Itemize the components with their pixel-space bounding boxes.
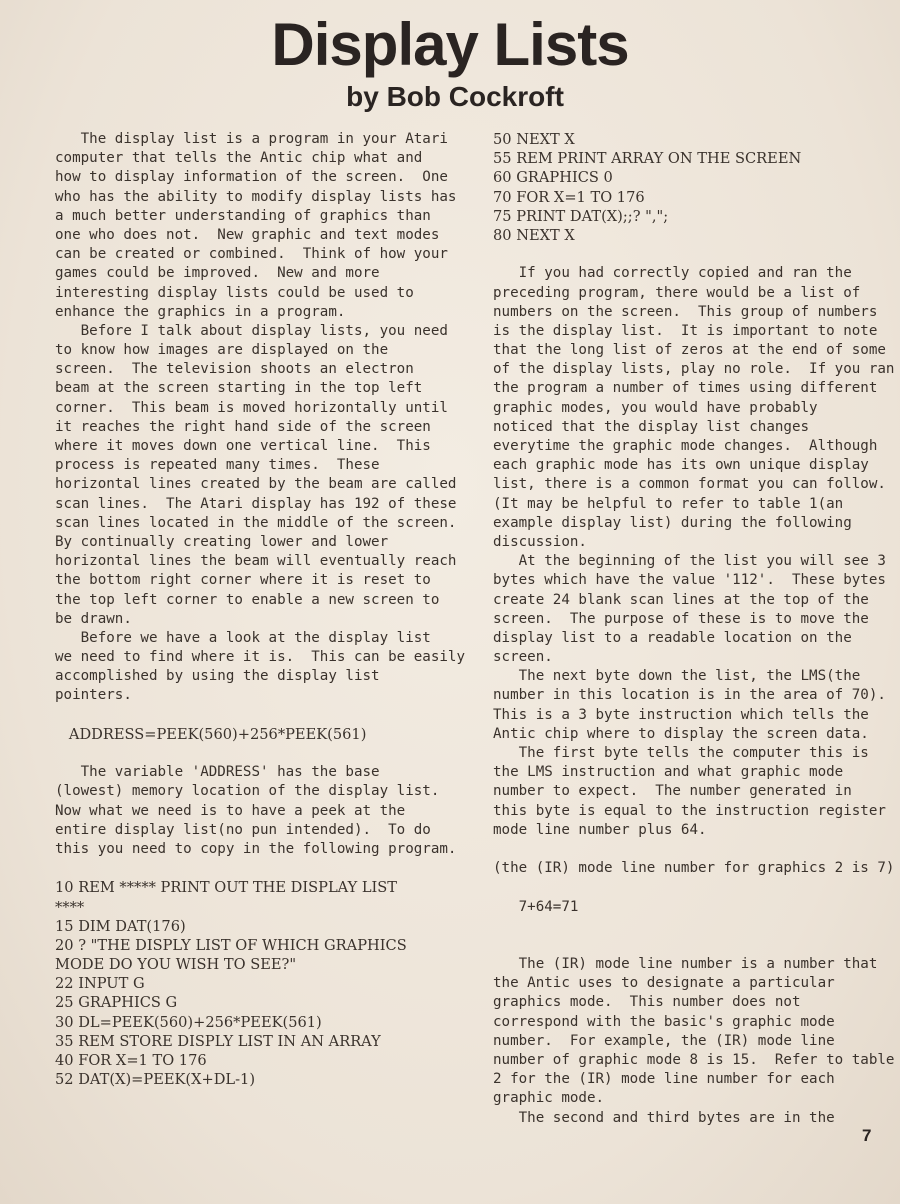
code-line: 75 PRINT DAT(X);;? ","; [493, 207, 669, 225]
text-line: beam at the screen starting in the top left [55, 380, 423, 397]
code-line: 52 DAT(X)=PEEK(X+DL-1) [55, 1071, 256, 1089]
text-line: the Antic uses to designate a particular [493, 975, 835, 992]
code-line: 20 ? "THE DISPLY LIST OF WHICH GRAPHICS [55, 936, 407, 954]
text-line: screen. The television shoots an electron [55, 361, 414, 378]
right-column [493, 130, 895, 1128]
text-line: graphic modes, you would have probably [493, 399, 818, 416]
text-line: corner. This beam is moved horizontally until [55, 399, 448, 416]
text-line: The variable 'ADDRESS' has the base [55, 764, 380, 781]
text-line: bytes which have the value '112'. These bytes [493, 572, 886, 589]
text-line: mode line number plus 64. [493, 821, 707, 838]
code-line: 22 INPUT G [55, 975, 145, 993]
text-line: a much better understanding of graphics than [55, 207, 431, 224]
text-line: can be created or combined. Think of how your [55, 246, 448, 263]
text-line: the top left corner to enable a new screen to [55, 591, 440, 608]
text-line: Now what we need is to have a peek at the [55, 802, 406, 819]
text-line: this you need to copy in the following program. [55, 840, 457, 857]
code-line: 30 DL=PEEK(560)+256*PEEK(561) [55, 1013, 322, 1031]
text-line: The second and third bytes are in the [493, 1109, 835, 1126]
article-byline: by Bob Cockroft [346, 81, 564, 112]
text-line: of the display lists, play no role. If you ran [493, 361, 895, 378]
text-line: games could be improved. New and more [55, 265, 380, 282]
text-line: By continually creating lower and lower [55, 533, 389, 550]
text-line: it reaches the right hand side of the screen [55, 418, 431, 435]
text-line: number in this location is in the area of 70). [493, 687, 886, 704]
page-number: 7 [862, 1126, 872, 1145]
left-column [55, 130, 465, 1089]
text-line: horizontal lines created by the beam are called [55, 476, 457, 493]
text-line: the bottom right corner where it is reset to [55, 572, 431, 589]
text-line: graphic mode. [493, 1090, 605, 1107]
text-line: who has the ability to modify display lists has [55, 188, 457, 205]
text-line: how to display information of the screen. One [55, 169, 448, 186]
text-line: interesting display lists could be used to [55, 284, 414, 301]
text-line: number to expect. The number generated in [493, 783, 852, 800]
text-line: each graphic mode has its own unique display [493, 457, 869, 474]
text-line: noticed that the display list changes [493, 418, 810, 435]
text-line: create 24 blank scan lines at the top of the [493, 591, 869, 608]
text-line: where it moves down one vertical line. This [55, 438, 431, 454]
text-line: scan lines located in the middle of the screen. [55, 514, 457, 531]
text-line: discussion. [493, 533, 587, 550]
text-line: 7+64=71 [493, 898, 579, 915]
text-line: Before I talk about display lists, you need [55, 322, 448, 339]
text-line: that the long list of zeros at the end of some [493, 342, 886, 359]
text-line: is the display list. It is important to note [493, 322, 878, 339]
text-line: process is repeated many times. These [55, 457, 380, 474]
text-line: (the (IR) mode line number for graphics 2 is 7) [493, 860, 895, 877]
code-line: 25 GRAPHICS G [55, 994, 178, 1012]
blank-line [493, 936, 888, 955]
text-line: screen. [493, 649, 553, 666]
text-line: this byte is equal to the instruction register [493, 802, 886, 819]
blank-line [55, 744, 450, 763]
code-line: 40 FOR X=1 TO 176 [55, 1052, 207, 1069]
text-line: If you had correctly copied and ran the [493, 265, 852, 282]
text-line: (It may be helpful to refer to table 1(an [493, 495, 844, 512]
text-line: computer that tells the Antic chip what and [55, 150, 423, 167]
text-line: we need to find where it is. This can be easily [55, 649, 465, 666]
text-line: accomplished by using the display list [55, 668, 380, 685]
article-title: Display Lists [271, 11, 629, 78]
text-line: horizontal lines the beam will eventually reach [55, 553, 457, 570]
blank-line [493, 917, 888, 936]
code-line: 15 DIM DAT(176) [55, 917, 186, 935]
text-line: one who does not. New graphic and text modes [55, 226, 440, 243]
code-line: 80 NEXT X [493, 226, 575, 244]
blank-line [55, 706, 450, 725]
code-line: **** [55, 898, 85, 916]
text-line: The display list is a program in your Atari [55, 131, 448, 147]
text-line: be drawn. [55, 610, 132, 627]
text-line: At the beginning of the list you will see 3 [493, 553, 886, 570]
code-line: MODE DO YOU WISH TO SEE?" [55, 956, 297, 974]
text-line: Antic chip where to display the screen data. [493, 725, 869, 742]
text-line: This is a 3 byte instruction which tells the [493, 706, 869, 723]
text-line: display list to a readable location on the [493, 629, 852, 646]
text-line: (lowest) memory location of the display list. [55, 783, 440, 800]
blank-line [493, 878, 888, 897]
text-line: enhance the graphics in a program. [55, 303, 346, 320]
code-line: 55 REM PRINT ARRAY ON THE SCREEN [493, 150, 802, 168]
code-line: ADDRESS=PEEK(560)+256*PEEK(561) [55, 725, 367, 743]
code-line: 10 REM ***** PRINT OUT THE DISPLAY LIST [55, 879, 398, 897]
blank-line [493, 840, 888, 859]
text-line: The next byte down the list, the LMS(the [493, 668, 861, 685]
text-line: the program a number of times using different [493, 380, 878, 397]
text-line: everytime the graphic mode changes. Although [493, 438, 878, 454]
text-line: list, there is a common format you can follow. [493, 476, 886, 493]
text-line: number. For example, the (IR) mode line [493, 1032, 835, 1049]
text-line: screen. The purpose of these is to move the [493, 610, 869, 627]
text-line: preceding program, there would be a list of [493, 284, 861, 301]
code-line: 60 GRAPHICS 0 [493, 169, 613, 187]
text-line: 2 for the (IR) mode line number for each [493, 1071, 835, 1088]
text-line: scan lines. The Atari display has 192 of these [55, 495, 457, 512]
blank-line [55, 859, 450, 878]
text-line: number of graphic mode 8 is 15. Refer to table [493, 1052, 895, 1068]
text-line: entire display list(no pun intended). To do [55, 821, 431, 838]
text-line: numbers on the screen. This group of numbers [493, 303, 878, 320]
text-line: correspond with the basic's graphic mode [493, 1013, 835, 1030]
code-line: 35 REM STORE DISPLY LIST IN AN ARRAY [55, 1032, 381, 1050]
text-line: graphics mode. This number does not [493, 994, 801, 1011]
blank-line [493, 245, 888, 264]
text-line: Before we have a look at the display list [55, 629, 431, 646]
text-line: the LMS instruction and what graphic mode [493, 764, 844, 781]
code-line: 50 NEXT X [493, 131, 575, 148]
text-line: The first byte tells the computer this is [493, 745, 869, 761]
text-line: pointers. [55, 687, 132, 704]
text-line: to know how images are displayed on the [55, 342, 389, 359]
text-line: The (IR) mode line number is a number that [493, 956, 878, 973]
code-line: 70 FOR X=1 TO 176 [493, 188, 645, 206]
text-line: example display list) during the following [493, 514, 852, 531]
